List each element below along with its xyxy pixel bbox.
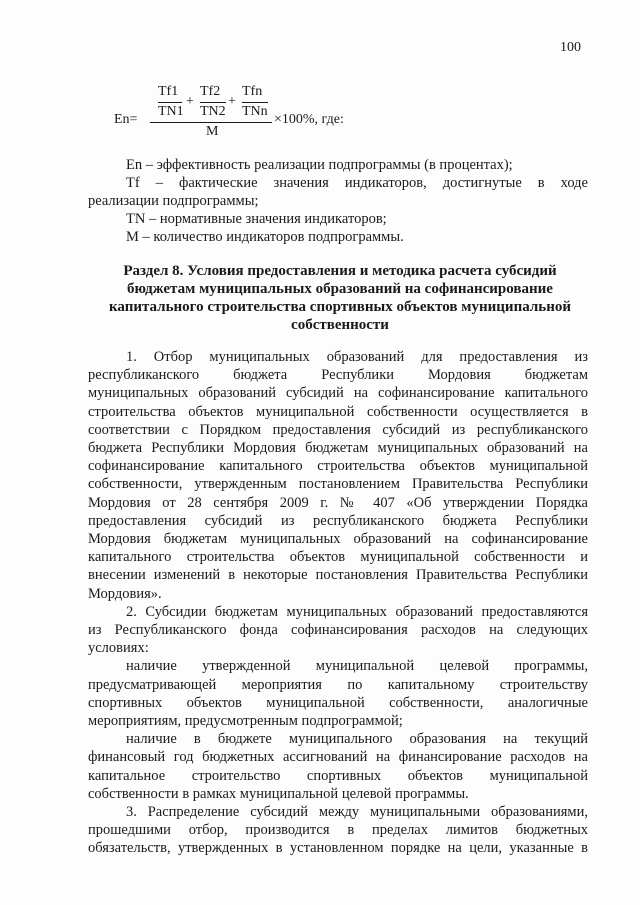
text-line: бюджета Республики Мордовия бюджетам муниципальных образований на: [88, 440, 588, 457]
text-line: республиканского бюджета Республики Мордовия бюджетам: [88, 367, 588, 384]
text-line: строительства объектов муниципальной собственности осуществляется в: [88, 403, 588, 420]
main-fraction-line: [150, 122, 272, 123]
formula-den3: TNn: [242, 104, 268, 119]
paragraph-5: [88, 803, 588, 858]
definition-en: En – эффективность реализации подпрограммы (в процентах);: [126, 157, 513, 173]
formula-den1: TN1: [158, 104, 184, 119]
text-line: внесении изменений в некоторые постановления Правительства Республики: [88, 567, 588, 584]
text-line: предоставления субсидий из республиканского бюджета Республики: [88, 512, 588, 529]
text-line: Мордовия от 28 сентября 2009 г. № 407 «Об утверждении Порядка: [88, 494, 588, 511]
section-heading: [100, 262, 580, 334]
text-line: обязательств, утвержденных в установленном порядке на цели, указанные в: [88, 840, 588, 857]
text-line: капитальное строительство спортивных объектов муниципальной: [88, 767, 588, 784]
text-line: собственности в рамках муниципальной целевой программы.: [88, 785, 469, 802]
fraction-line-2: [200, 102, 226, 103]
text-line: мероприятиям, предусмотренным подпрограммой;: [88, 713, 403, 730]
text-line: 3. Распределение субсидий между муниципальными образованиями,: [126, 804, 588, 821]
text-line: наличие в бюджете муниципального образования на текущий: [126, 731, 588, 748]
text-line: 2. Субсидии бюджетам муниципальных образований предоставляются: [126, 603, 588, 620]
fraction-line-3: [242, 102, 268, 103]
text-line: Мордовия».: [88, 585, 162, 602]
definition-tf: Tf – фактические значения индикаторов, достигнутые в ходе: [126, 175, 588, 191]
formula-plus2: +: [228, 94, 236, 109]
text-line: капитального строительства объектов муниципальной собственности и: [88, 549, 588, 566]
text-line: наличие утвержденной муниципальной целевой программы,: [126, 658, 588, 675]
formula-denominator: M: [206, 124, 219, 139]
text-line: финансовый год бюджетных ассигнований на финансирование расходов на: [88, 749, 588, 766]
definition-tn: TN – нормативные значения индикаторов;: [126, 211, 387, 227]
text-line: Мордовия бюджетам муниципальных образований на софинансирование: [88, 531, 588, 548]
text-line: спортивных объектов муниципальной собственности, аналогичные: [88, 694, 588, 711]
paragraph-1: [88, 348, 588, 603]
text-line: 1. Отбор муниципальных образований для предоставления из: [126, 349, 588, 365]
heading-line: Раздел 8. Условия предоставления и методика расчета субсидий: [123, 263, 557, 279]
page-number: 100: [560, 40, 581, 55]
paragraph-4: [88, 730, 588, 803]
efficiency-formula: [114, 84, 370, 144]
text-line: софинансирование капитального строительства объектов муниципальной: [88, 458, 588, 475]
formula-num1: Tf1: [158, 84, 179, 99]
paragraph-2: [88, 603, 588, 658]
formula-tail: ×100%, где:: [274, 112, 344, 127]
section-body: [88, 348, 588, 858]
text-line: соответствии с Порядком предоставления субсидий из республиканского: [88, 421, 588, 438]
heading-line: капитального строительства спортивных объектов муниципальной: [109, 299, 571, 315]
formula-den2: TN2: [200, 104, 226, 119]
formula-plus1: +: [186, 94, 194, 109]
text-line: предусматривающей мероприятия по капитальному строительству: [88, 676, 588, 693]
text-line: из Республиканского фонда софинансирования расходов на следующих: [88, 622, 588, 639]
text-line: условиях:: [88, 640, 149, 657]
definition-m: M – количество индикаторов подпрограммы.: [126, 229, 404, 245]
fraction-line-1: [158, 102, 182, 103]
text-line: муниципальных образований субсидий на софинансирование капитального: [88, 385, 588, 402]
formula-definitions: [88, 156, 588, 246]
definition-tf-cont: реализации подпрограммы;: [88, 193, 259, 209]
formula-lhs: En=: [114, 112, 138, 127]
paragraph-3: [88, 657, 588, 730]
formula-num3: Tfn: [242, 84, 263, 99]
text-line: собственности, утвержденным постановлением Правительства Республики: [88, 476, 588, 493]
formula-num2: Tf2: [200, 84, 221, 99]
heading-line: собственности: [291, 317, 389, 333]
text-line: прошедшими отбор, производится в пределах лимитов бюджетных: [88, 822, 588, 839]
heading-line: бюджетам муниципальных образований на софинансирование: [127, 281, 553, 297]
